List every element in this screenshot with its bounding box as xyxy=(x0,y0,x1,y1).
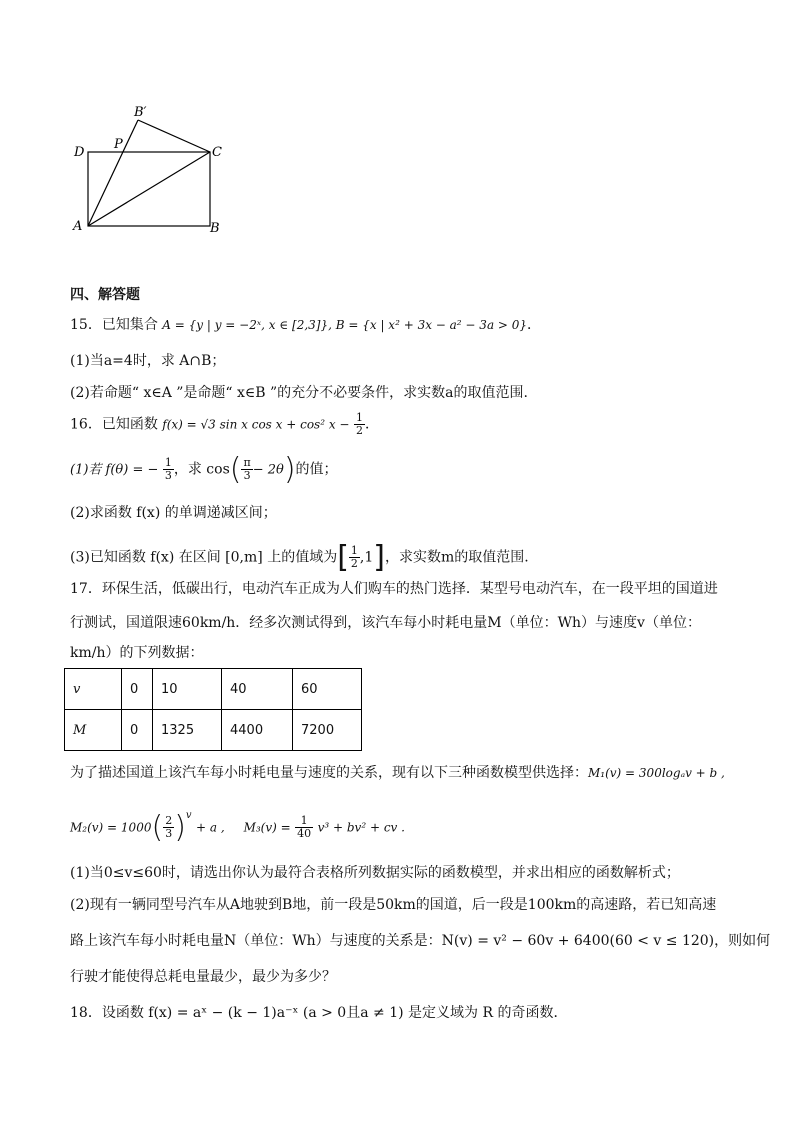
q16-part3-fraction: $\frac{1}{2}$ xyxy=(350,543,358,570)
q17-model2-suffix: + a , xyxy=(196,820,225,835)
table-row xyxy=(65,669,362,710)
q17-part2-line3: 行驶才能使得总耗电量最少，最少为多少？ xyxy=(70,969,336,985)
q16-stem-prefix: 16．已知函数 xyxy=(70,416,163,433)
q17-models-line1 xyxy=(70,764,725,782)
q17-models-intro: 为了描述国道上该汽车每小时耗电量与速度的关系，现有以下三种函数模型供选择： xyxy=(70,765,588,781)
table-cell: 10 xyxy=(153,669,222,710)
q16-part1-mid: ，求 cos xyxy=(173,461,230,478)
label-p: P xyxy=(114,137,123,152)
q17-line1: 17．环保生活，低碳出行，电动汽车正成为人们购车的热门选择．某型号电动汽车，在一段平坦的国道进 xyxy=(70,581,718,597)
q16-part1-after: − 2θ xyxy=(252,462,284,478)
segment-b-prime-c xyxy=(138,120,210,152)
table-cell: M xyxy=(65,710,122,751)
q17-line2: 行测试，国道限速60km/h．经多次测试得到，该汽车每小时耗电量M（单位：Wh）与速度v（单位： xyxy=(70,615,701,631)
q16-part2: (2)求函数 f(x) 的单调递减区间； xyxy=(70,505,277,521)
q17-model2-fraction: $\frac{2}{3}$ xyxy=(165,813,173,840)
q16-stem-math: f(x) = √3 sin x cos x + cos² x − xyxy=(162,417,350,432)
section-title: 四、解答题 xyxy=(70,287,140,303)
q17-part1: (1)当0≤v≤60时，请选出你认为最符合表格所列数据实际的函数模型，并求出相应的函数解析式； xyxy=(70,865,680,881)
left-paren: ( xyxy=(229,452,242,487)
q16-part3 xyxy=(70,538,529,577)
left-bracket: [ xyxy=(337,540,349,575)
q16-part3-after: ,1 xyxy=(359,549,374,566)
table-cell: 40 xyxy=(222,669,293,710)
q16-part1 xyxy=(70,450,338,489)
q17-models-line2 xyxy=(70,808,405,847)
table-cell: 7200 xyxy=(293,710,362,751)
q17-part2-line1: (2)现有一辆同型号汽车从A地驶到B地，前一段是50km的国道，后一段是100km的高速路，若已知高速 xyxy=(70,897,717,913)
geometry-figure xyxy=(60,95,240,240)
q17-model2-exponent: v xyxy=(185,809,192,821)
table-cell: 4400 xyxy=(222,710,293,751)
q17-model2-prefix: M₂(v) = 1000 xyxy=(70,820,152,835)
q16-part1-prefix: (1)若 f(θ) = − xyxy=(70,462,159,478)
q15-stem-suffix: ． xyxy=(527,317,542,333)
table-cell: 0 xyxy=(122,710,153,751)
label-b: B xyxy=(210,221,220,236)
q15-stem-prefix: 15．已知集合 xyxy=(70,317,163,333)
q15-part2: (2)若命题“ x∈A ”是命题“ x∈B ”的充分不必要条件，求实数a的取值范围. xyxy=(70,385,528,401)
q16-stem-suffix: ． xyxy=(364,416,379,433)
q15-part1: (1)当a=4时，求 A∩B； xyxy=(70,353,226,369)
right-paren: ) xyxy=(283,452,296,487)
q16-stem-fraction: $\frac{1}{2}$ xyxy=(355,411,363,438)
left-paren: ( xyxy=(151,810,164,845)
q16-part1-fraction: $\frac{1}{3}$ xyxy=(164,455,172,482)
q16-part1-suffix: 的值； xyxy=(295,461,338,478)
q16-stem xyxy=(70,412,379,437)
q17-model3-prefix: M₃(v) = xyxy=(243,820,291,835)
right-bracket: ] xyxy=(373,540,385,575)
label-b-prime: B′ xyxy=(134,105,147,120)
q17-model3-fraction: $\frac{1}{40}$ xyxy=(297,813,312,840)
segment-ab-prime xyxy=(88,120,138,226)
table-row xyxy=(65,710,362,751)
q18-stem: 18．设函数 f(x) = aˣ − (k − 1)a⁻ˣ (a > 0且a ≠ 1) 是定义域为 R 的奇函数． xyxy=(70,1005,568,1021)
q16-part3-prefix: (3)已知函数 f(x) 在区间 [0,m] 上的值域为 xyxy=(70,549,338,566)
right-paren: ) xyxy=(174,810,186,845)
table-cell: 1325 xyxy=(153,710,222,751)
q17-model1: M₁(v) = 300logₐv + b , xyxy=(588,766,725,780)
q16-part3-suffix: ，求实数m的取值范围. xyxy=(385,549,529,566)
q17-data-table xyxy=(64,668,362,751)
q17-part2-line2: 路上该汽车每小时耗电量N（单位：Wh）与速度的关系是：N(v) = v² − 60v + 6400(60 < v ≤ 120)，则如何 xyxy=(70,933,771,949)
label-d: D xyxy=(74,145,85,160)
q16-part1-fraction2: $\frac{\pi}{3}$ xyxy=(243,455,251,482)
table-cell: v xyxy=(65,669,122,710)
table-cell: 60 xyxy=(293,669,362,710)
label-c: C xyxy=(212,145,222,160)
table-cell: 0 xyxy=(122,669,153,710)
segment-ac xyxy=(88,152,210,226)
q15-stem-math: A = {y | y = −2ˣ, x ∈ [2,3]}, B = {x | x² + 3x − a² − 3a > 0} xyxy=(162,318,528,332)
q15-stem xyxy=(70,316,541,334)
q17-line3: km/h）的下列数据： xyxy=(70,645,204,661)
label-a: A xyxy=(73,219,83,234)
q17-model3-suffix: v³ + bv² + cv . xyxy=(317,820,405,835)
